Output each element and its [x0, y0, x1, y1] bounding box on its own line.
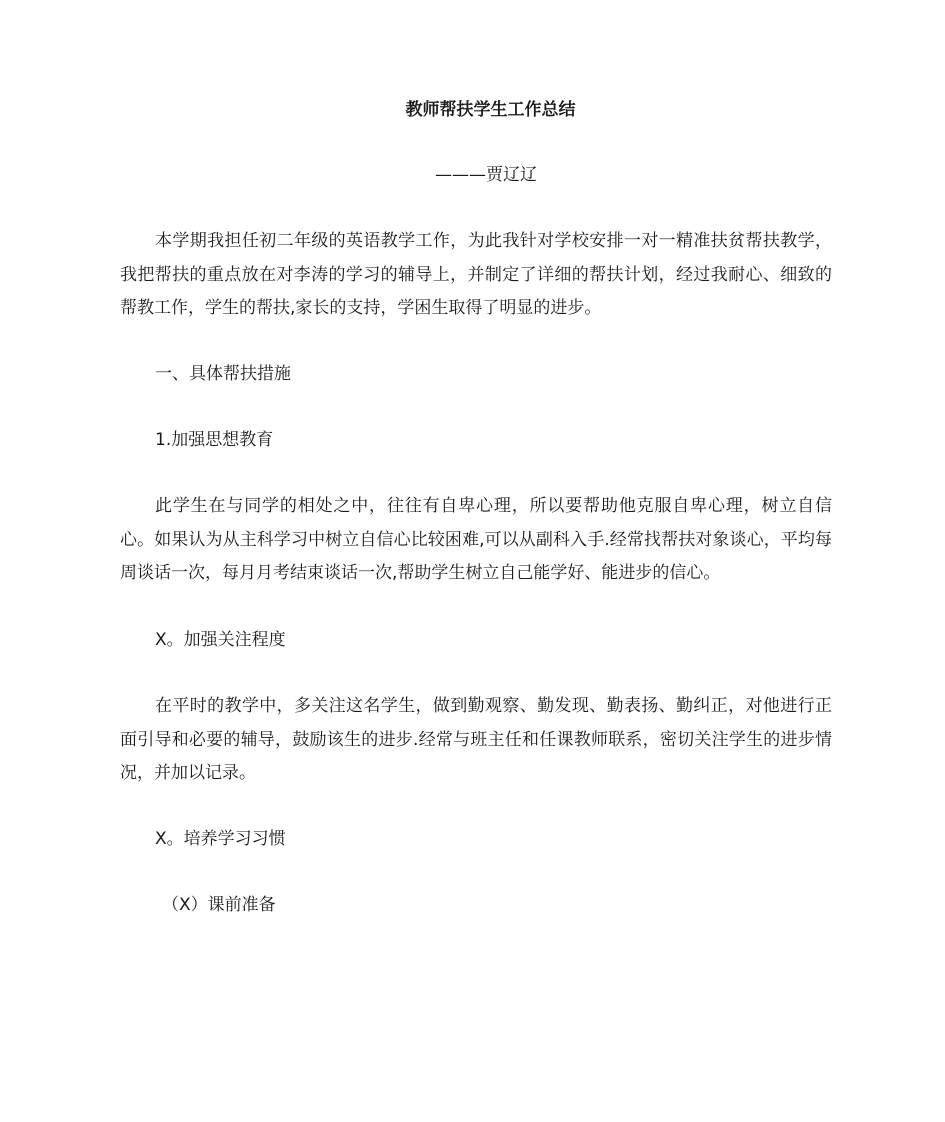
document-author: ———贾辽辽 [435, 165, 537, 185]
sub-item-heading-preparation: （X）课前准备 [162, 895, 276, 915]
section-heading-measures: 一、具体帮扶措施 [155, 364, 291, 384]
intro-paragraph: 本学期我担任初二年级的英语教学工作，为此我针对学校安排一对一精准扶贫帮扶教学，我把帮扶的重点放在对李涛的学习的辅导上，并制定了详细的帮扶计划，经过我耐心、细致的帮教工作，学生的帮扶,家长的支持，学困生取得了明显的进步。 [120, 231, 832, 318]
item-heading-ideology: 1.加强思想教育 [155, 430, 274, 450]
item-paragraph-attention: 在平时的教学中，多关注这名学生，做到勤观察、勤发现、勤表扬、勤纠正，对他进行正面引导和必要的辅导，鼓励该生的进步.经常与班主任和任课教师联系，密切关注学生的进步情况，并加以记录。 [120, 696, 832, 783]
document-title: 教师帮扶学生工作总结 [405, 100, 576, 120]
item-heading-attention: X。加强关注程度 [155, 630, 286, 650]
item-paragraph-ideology: 此学生在与同学的相处之中，往往有自卑心理，所以要帮助他克服自卑心理，树立自信心。如果认为从主科学习中树立自信心比较困难,可以从副科入手.经常找帮扶对象谈心，平均每周谈话一次，每月月考结束谈话一次,帮助学生树立自己能学好、能进步的信心。 [120, 496, 832, 583]
item-heading-habits: X。培养学习习惯 [155, 829, 286, 849]
